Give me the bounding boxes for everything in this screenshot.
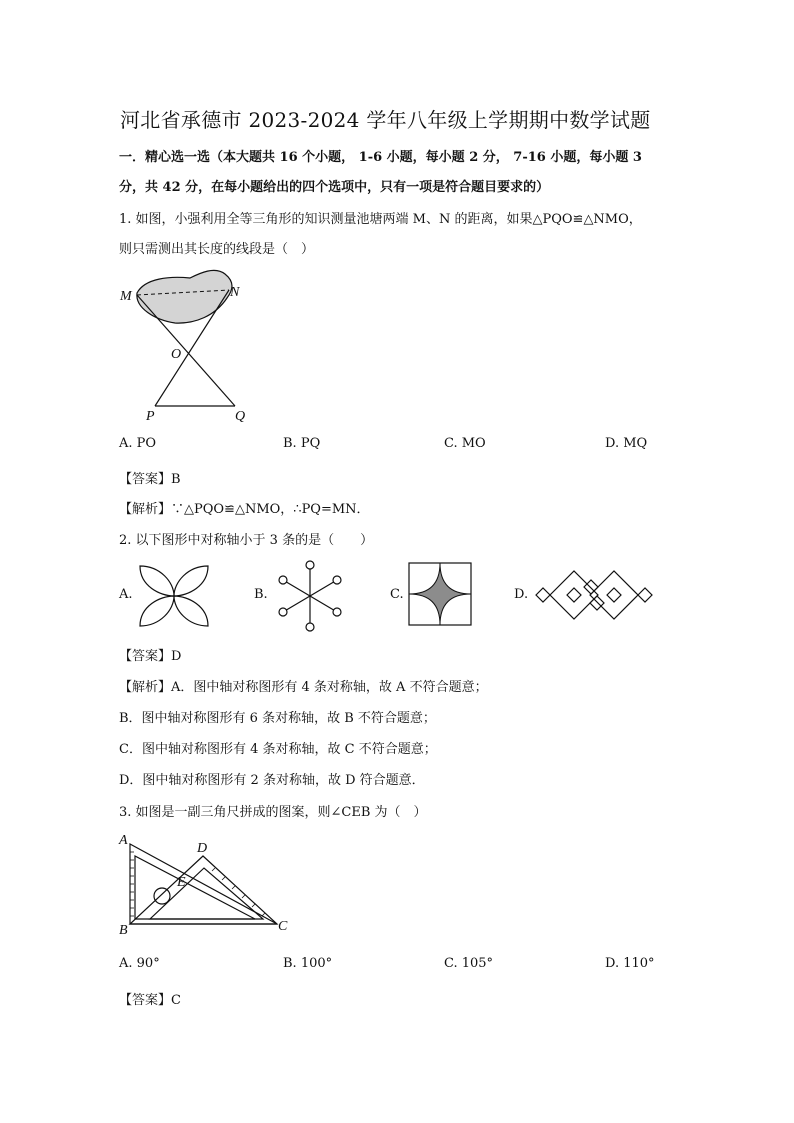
q3-option-c: C. 105°: [444, 956, 494, 971]
label-q: Q: [235, 409, 246, 424]
q2-analysis-line1: 【解析】A．图中轴对称图形有 4 条对称轴，故 A 不符合题意；: [119, 680, 488, 695]
q2-figure-b-star: [274, 560, 346, 632]
q2-figure-a-petals: [138, 562, 210, 630]
q2-option-d-letter: D.: [514, 587, 529, 602]
label-e: E: [177, 875, 186, 890]
q1-analysis: 【解析】∵△PQO≌△NMO，∴PQ=MN．: [119, 502, 370, 517]
page-title: 河北省承德市 2023-2024 学年八年级上学期期中数学试题: [120, 108, 651, 132]
section-heading-line2: 分，共 42 分，在每小题给出的四个选项中，只有一项是符合题目要求的）: [119, 180, 550, 195]
label-a: A: [119, 833, 128, 848]
q1-answer: 【答案】B: [119, 472, 181, 487]
q1-option-d: D. MQ: [605, 436, 648, 451]
q2-answer: 【答案】D: [119, 649, 182, 664]
label-p: P: [146, 409, 155, 424]
q1-option-c: C. MO: [444, 436, 486, 451]
section-heading-line1: 一．精心选一选（本大题共 16 个小题， 1-6 小题，每小题 2 分， 7-16 小题，每小题 3: [119, 150, 642, 165]
q3-option-d: D. 110°: [605, 956, 655, 971]
q2-option-a-letter: A.: [119, 587, 133, 602]
q2-analysis-line3: C．图中轴对称图形有 4 条对称轴，故 C 不符合题意；: [119, 742, 437, 757]
q1-stem-line1: 1. 如图，小强利用全等三角形的知识测量池塘两端 M、N 的距离，如果△PQO≌△NMO，: [119, 212, 642, 227]
q3-option-b: B. 100°: [283, 956, 333, 971]
label-b: B: [119, 923, 128, 938]
label-m: M: [120, 289, 132, 304]
q1-option-b: B. PQ: [283, 436, 321, 451]
q2-option-c-letter: C.: [390, 587, 404, 602]
q2-stem: 2. 以下图形中对称轴小于 3 条的是（ ）: [119, 533, 374, 548]
label-c: C: [278, 919, 288, 934]
q3-set-square-figure: [115, 832, 305, 942]
q2-analysis-line4: D．图中轴对称图形有 2 条对称轴，故 D 符合题意．: [119, 773, 425, 788]
q1-stem-line2: 则只需测出其长度的线段是（ ）: [119, 242, 315, 257]
q2-analysis-line2: B．图中轴对称图形有 6 条对称轴，故 B 不符合题意；: [119, 711, 436, 726]
q3-option-a: A. 90°: [119, 956, 160, 971]
q1-option-a: A. PO: [119, 436, 157, 451]
q3-stem: 3. 如图是一副三角尺拼成的图案，则∠CEB 为（ ）: [119, 805, 427, 820]
label-o: O: [171, 347, 182, 362]
q2-figure-c-square: [408, 562, 474, 628]
q2-option-b-letter: B.: [254, 587, 268, 602]
pond-shape: [137, 270, 232, 323]
q2-figure-d-diamonds: [534, 563, 660, 627]
q3-answer: 【答案】C: [119, 993, 181, 1008]
label-n: N: [230, 285, 240, 300]
label-d: D: [197, 841, 208, 856]
q1-pond-figure: [115, 268, 285, 428]
